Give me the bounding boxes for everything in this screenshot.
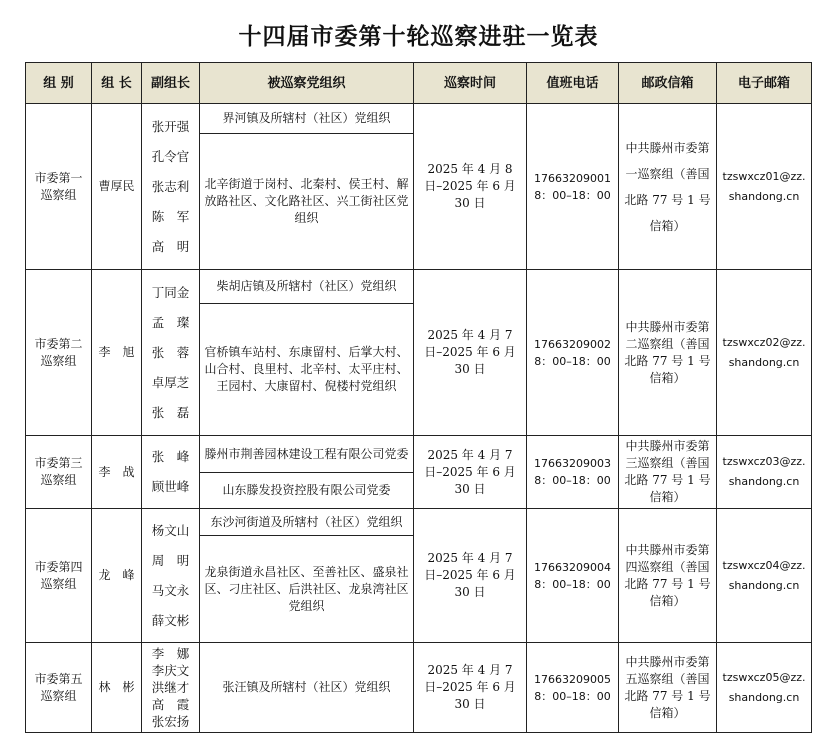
phone-hours: 8：00–18：00 (534, 689, 611, 703)
inspected-org: 柴胡店镇及所辖村（社区）党组织 (200, 270, 414, 304)
header-email: 电子邮箱 (717, 63, 812, 104)
table-row (26, 436, 812, 473)
deputy: 薛文彬 (151, 612, 190, 628)
duty-phone (527, 436, 619, 509)
table-row (26, 509, 812, 536)
inspection-table (25, 62, 812, 733)
page-title: 十四届市委第十轮巡察进驻一览表 (238, 24, 599, 50)
deputy: 张开强 (151, 118, 190, 134)
duty-phone (527, 509, 619, 643)
inspected-org: 东沙河街道及所辖村（社区）党组织 (200, 509, 414, 536)
table-row (26, 104, 812, 134)
deputy: 陈 军 (151, 208, 190, 224)
email: tzswxcz05@zz.shandong.cn (717, 643, 812, 733)
deputy: 高 明 (151, 238, 190, 254)
group-leader: 龙 峰 (92, 509, 142, 643)
group-name-text: 市委第一巡察组 (34, 170, 83, 202)
deputy: 张 峰 (151, 449, 190, 464)
postal-mailbox: 中共滕州市委第五巡察组（善国北路 77 号 1 号信箱） (619, 643, 717, 733)
table-row (26, 270, 812, 304)
email: tzswxcz02@zz.shandong.cn (717, 270, 812, 436)
email: tzswxcz03@zz.shandong.cn (717, 436, 812, 509)
group-name (26, 643, 92, 733)
group-name (26, 270, 92, 436)
group-deputies (142, 509, 200, 643)
header-mailbox: 邮政信箱 (619, 63, 717, 104)
header-phone: 值班电话 (527, 63, 619, 104)
deputy: 顾世峰 (151, 479, 190, 494)
header-group: 组 别 (26, 63, 92, 104)
postal-mailbox: 中共滕州市委第四巡察组（善国北路 77 号 1 号信箱） (619, 509, 717, 643)
header-leader: 组 长 (92, 63, 142, 104)
duty-phone (527, 104, 619, 270)
group-name-text: 市委第五巡察组 (34, 671, 83, 703)
group-deputies (142, 104, 200, 270)
group-leader: 林 彬 (92, 643, 142, 733)
inspection-time: 2025 年 4 月 7 日–2025 年 6 月 30 日 (414, 270, 527, 436)
inspection-time: 2025 年 4 月 7 日–2025 年 6 月 30 日 (414, 643, 527, 733)
inspected-org: 龙泉街道永昌社区、至善社区、盛泉社区、刁庄社区、后洪社区、龙泉湾社区党组织 (200, 536, 414, 643)
deputy: 杨文山 (151, 522, 190, 538)
phone-number: 17663209003 (534, 457, 611, 470)
inspected-org: 界河镇及所辖村（社区）党组织 (200, 104, 414, 134)
group-name (26, 509, 92, 643)
group-deputies (142, 643, 200, 733)
inspected-org: 滕州市荆善园林建设工程有限公司党委 (200, 436, 414, 473)
group-name-text: 市委第四巡察组 (34, 559, 83, 591)
postal-mailbox: 中共滕州市委第三巡察组（善国北路 77 号 1 号信箱） (619, 436, 717, 509)
header-time: 巡察时间 (414, 63, 527, 104)
group-leader: 曹厚民 (92, 104, 142, 270)
inspected-org: 官桥镇车站村、东康留村、后掌大村、山合村、良里村、北辛村、太平庄村、王园村、大康留村、倪楼村党组织 (200, 304, 414, 436)
phone-hours: 8：00–18：00 (534, 188, 611, 202)
group-name-text: 市委第三巡察组 (34, 456, 83, 487)
email: tzswxcz04@zz.shandong.cn (717, 509, 812, 643)
postal-mailbox: 中共滕州市委第一巡察组（善国北路 77 号 1 号信箱） (619, 104, 717, 270)
deputy: 高 霞 (151, 697, 190, 712)
email: tzswxcz01@zz.shandong.cn (717, 104, 812, 270)
phone-number: 17663209001 (534, 171, 611, 185)
deputy: 张 蓉 (151, 344, 190, 360)
deputy: 卓厚芝 (151, 374, 190, 390)
deputy: 洪继才 (151, 680, 190, 695)
deputy: 张 磊 (151, 404, 190, 420)
inspected-org: 北辛街道于岗村、北秦村、侯王村、解放路社区、文化路社区、兴工街社区党组织 (200, 134, 414, 270)
phone-hours: 8：00–18：00 (534, 354, 611, 368)
deputy: 李庆文 (151, 663, 190, 678)
group-leader: 李 战 (92, 436, 142, 509)
duty-phone (527, 643, 619, 733)
deputy: 孟 璨 (151, 314, 190, 330)
group-deputies (142, 436, 200, 509)
inspected-org: 山东滕发投资控股有限公司党委 (200, 473, 414, 509)
phone-number: 17663209005 (534, 672, 611, 686)
deputy: 张宏扬 (151, 714, 190, 729)
phone-number: 17663209004 (534, 560, 611, 574)
postal-mailbox: 中共滕州市委第二巡察组（善国北路 77 号 1 号信箱） (619, 270, 717, 436)
header-deputy: 副组长 (142, 63, 200, 104)
duty-phone (527, 270, 619, 436)
inspection-time: 2025 年 4 月 8 日–2025 年 6 月 30 日 (414, 104, 527, 270)
group-leader: 李 旭 (92, 270, 142, 436)
header-org: 被巡察党组织 (200, 63, 414, 104)
deputy: 马文永 (151, 582, 190, 598)
table-row (26, 643, 812, 733)
deputy: 张志利 (151, 178, 190, 194)
phone-number: 17663209002 (534, 337, 611, 351)
group-name (26, 436, 92, 509)
group-name-text: 市委第二巡察组 (34, 336, 83, 368)
header-row (26, 63, 812, 104)
deputy: 周 明 (151, 552, 190, 568)
deputy: 孔令官 (151, 148, 190, 164)
deputy: 李 娜 (151, 646, 190, 661)
inspected-org: 张汪镇及所辖村（社区）党组织 (200, 643, 414, 733)
phone-hours: 8：00–18：00 (534, 474, 611, 487)
group-name (26, 104, 92, 270)
inspection-time: 2025 年 4 月 7 日–2025 年 6 月 30 日 (414, 436, 527, 509)
phone-hours: 8：00–18：00 (534, 577, 611, 591)
deputy: 丁同金 (151, 284, 190, 300)
inspection-time: 2025 年 4 月 7 日–2025 年 6 月 30 日 (414, 509, 527, 643)
group-deputies (142, 270, 200, 436)
